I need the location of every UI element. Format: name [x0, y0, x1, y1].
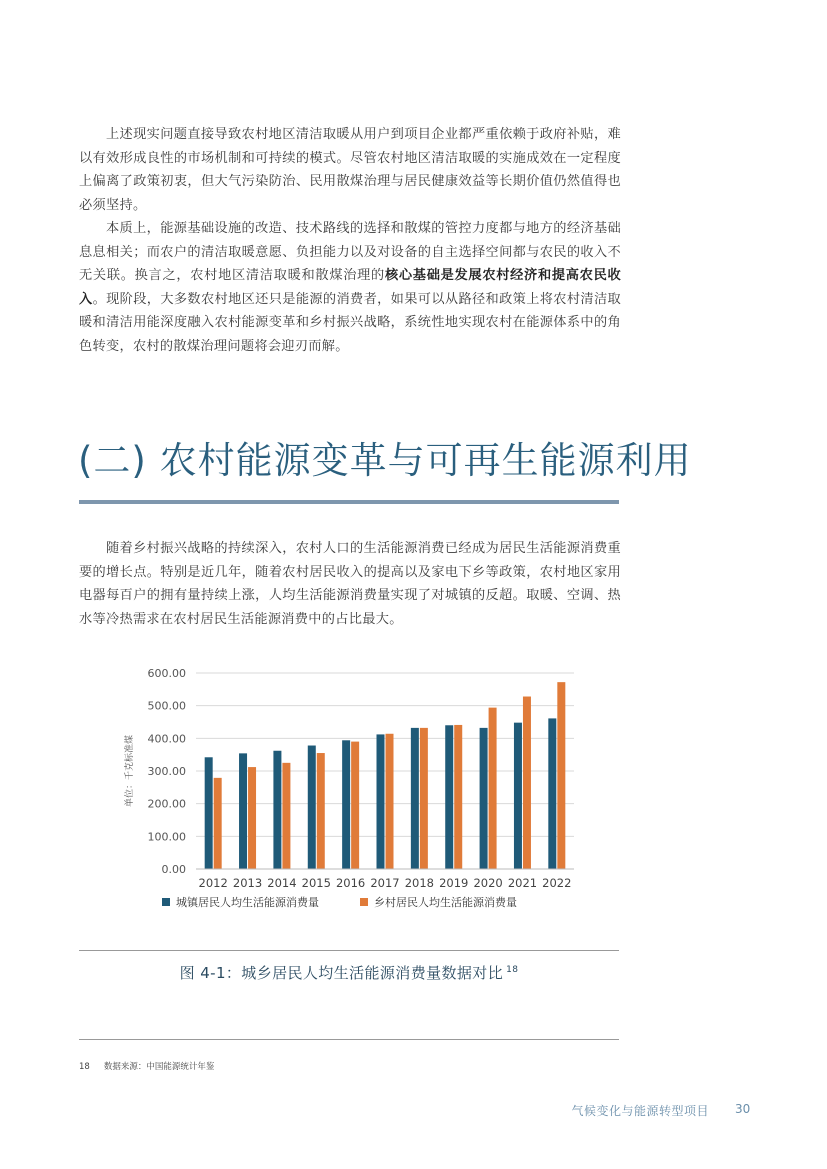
x-tick-label: 2014: [267, 876, 297, 890]
y-tick-label: 400.00: [147, 732, 186, 746]
section-title-rule: [79, 500, 619, 504]
y-tick-label: 100.00: [147, 830, 186, 844]
x-tick-label: 2013: [232, 876, 263, 890]
bar-rural: [386, 734, 394, 869]
bar-urban: [411, 728, 419, 869]
y-tick-label: 300.00: [147, 765, 186, 778]
footnote: [79, 1060, 214, 1072]
section-title: (二) 农村能源变革与可再生能源利用: [78, 439, 692, 482]
y-tick-label: 500.00: [147, 699, 186, 713]
figure-caption: [79, 962, 619, 983]
bar-urban: [342, 740, 350, 869]
bar-rural: [282, 763, 290, 869]
y-tick-label: 200.00: [147, 797, 186, 811]
legend-label: 城镇居民人均生活能源消费量: [176, 896, 319, 909]
x-tick-label: 2018: [404, 876, 435, 890]
bar-rural: [317, 753, 325, 869]
page-number: 30: [735, 1102, 751, 1116]
x-tick-label: 2021: [507, 876, 538, 890]
bar-urban: [239, 753, 247, 869]
footer-title: 气候变化与能源转型项目: [571, 1104, 709, 1118]
caption-rule-top: [79, 950, 619, 951]
x-tick-label: 2017: [370, 876, 400, 890]
paragraph-3: 随着乡村振兴战略的持续深入，农村人口的生活能源消费已经成为居民生活能源消费重要的增长点。特别是近几年，随着农村居民收入的提高以及家电下乡等政策，农村地区家用电器每百户的拥有量持续上涨，人均生活能源消费量实现了对城镇的反超。取暖、空调、热水等冷热需求在农村居民生活能源消费中的占比最大。: [79, 541, 621, 627]
paragraph-2-bold: 核心基础是发展农村经济和提高农民收入: [79, 268, 621, 307]
bar-rural: [351, 742, 359, 869]
bar-urban: [308, 746, 316, 869]
x-tick-label: 2016: [335, 876, 366, 890]
bar-urban: [377, 734, 385, 869]
y-tick-label: 600.00: [147, 667, 186, 680]
x-tick-label: 2019: [439, 876, 469, 890]
figure-caption-ref: 18: [506, 965, 519, 975]
paragraph-1: 上述现实问题直接导致农村地区清洁取暖从用户到项目企业都严重依赖于政府补贴，难以有效形成良性的市场机制和可持续的模式。尽管农村地区清洁取暖的实施成效在一定程度上偏离了政策初衷，但大气污染防治、民用散煤治理与居民健康效益等长期价值仍然值得也必须坚持。: [79, 127, 621, 213]
bar-rural: [557, 682, 565, 869]
bar-urban: [273, 751, 281, 869]
bar-urban: [205, 757, 213, 869]
bar-rural: [489, 708, 497, 869]
bar-urban: [548, 718, 556, 869]
bar-rural: [214, 778, 222, 869]
bar-rural: [523, 697, 531, 869]
legend-swatch: [162, 898, 170, 906]
paragraph-2-text-a: 本质上，能源基础设施的改造、技术路线的选择和散煤的管控力度都与地方的经济基础息息相关；而农户的清洁取暖意愿、负担能力以及对设备的自主选择空间都与农民的收入不无关联。换言之，农村地区清洁取暖和散煤治理的: [79, 221, 621, 283]
bar-rural: [248, 767, 256, 869]
legend-label: 乡村居民人均生活能源消费量: [374, 896, 517, 909]
paragraph-2-text-b: 。现阶段，大多数农村地区还只是能源的消费者，如果可以从路径和政策上将农村清洁取暖和清洁用能深度融入农村能源变革和乡村振兴战略，系统性地实现农村在能源体系中的角色转变，农村的散煤治理问题将会迎刃而解。: [79, 291, 621, 354]
bar-urban: [514, 723, 522, 869]
bar-urban: [445, 725, 453, 869]
y-tick-label: 0.00: [161, 863, 186, 876]
x-tick-label: 2015: [301, 876, 331, 890]
x-tick-label: 2020: [473, 876, 503, 890]
bar-chart: [110, 655, 590, 930]
bar-urban: [480, 728, 488, 869]
footnote-number: 18: [79, 1062, 90, 1072]
bar-rural: [420, 728, 428, 869]
footnote-text: 数据来源：中国能源统计年鉴: [103, 1062, 215, 1072]
paragraph-2: [79, 217, 621, 358]
x-tick-label: 2022: [542, 876, 572, 890]
caption-rule-bottom: [79, 1039, 619, 1040]
figure-caption-text: 图 4-1：城乡居民人均生活能源消费量数据对比: [179, 964, 504, 982]
legend-swatch: [360, 898, 368, 906]
y-axis-label: 单位：千克标准煤: [125, 734, 135, 808]
x-tick-label: 2012: [198, 876, 228, 890]
bar-rural: [454, 725, 462, 869]
